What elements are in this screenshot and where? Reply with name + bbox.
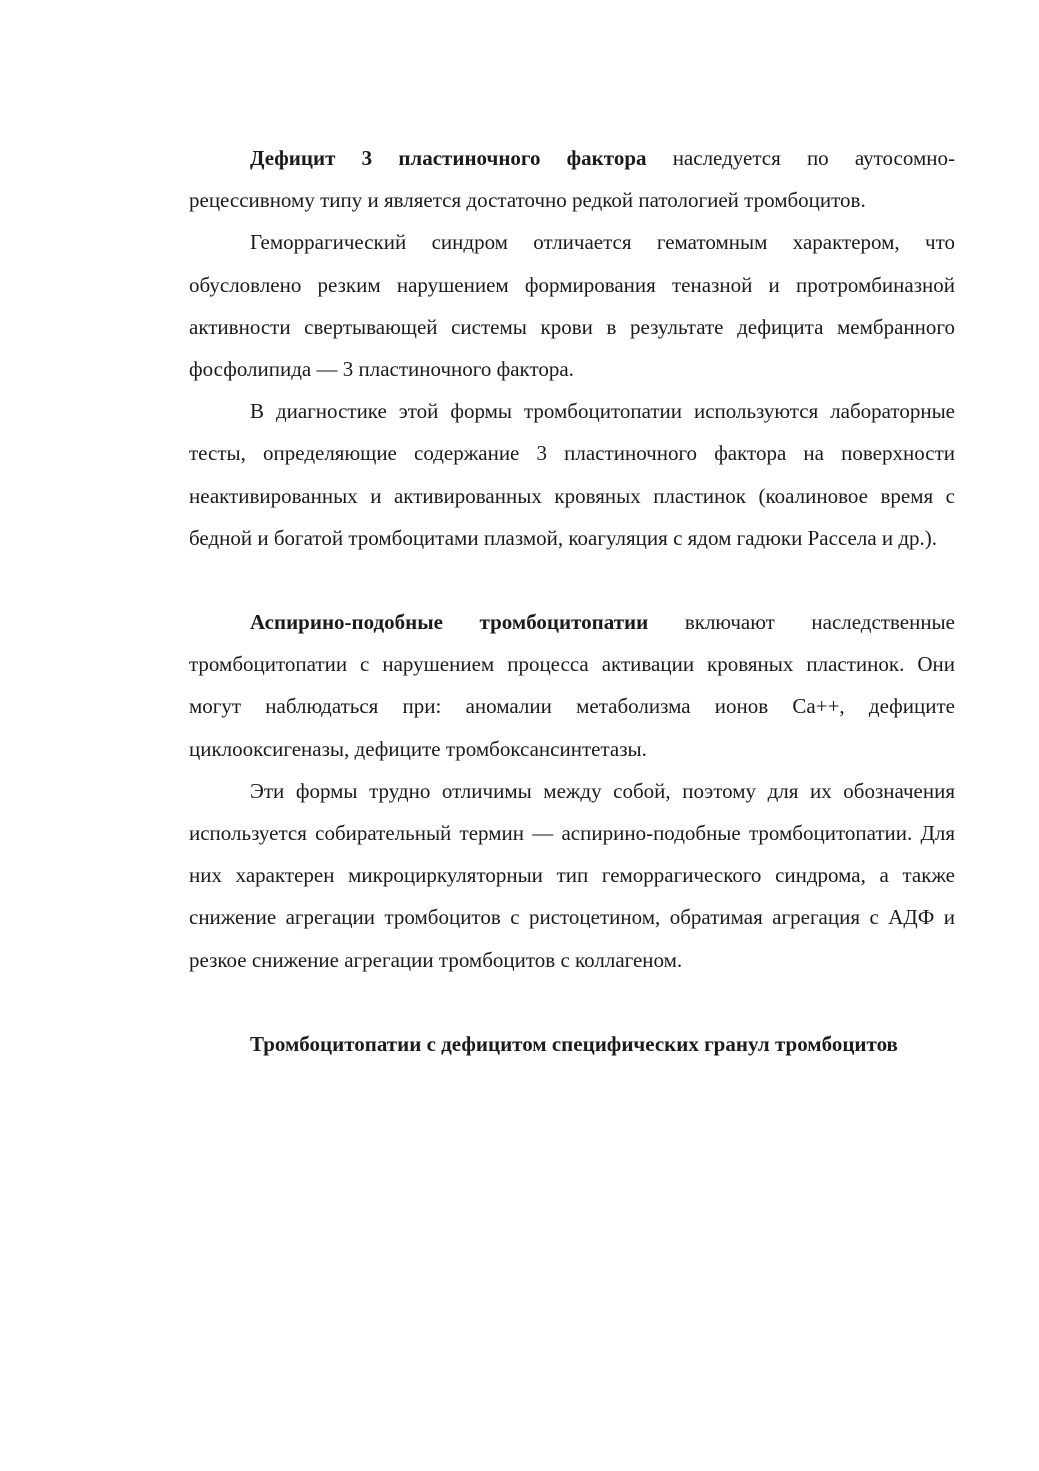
paragraph-aspirin-like-forms: [189, 770, 955, 981]
section-spacer: [189, 981, 955, 1023]
paragraph-hemorrhagic-syndrome: [189, 221, 955, 390]
paragraph-diagnostics: [189, 390, 955, 559]
paragraph-text: Геморрагический синдром отличается гематомным характером, что обусловлено резким нарушением формирования теназной и протромбиназной активности свертывающей системы крови в результате дефицита мембранного фосфолипида — 3 пластиночного фактора.: [189, 230, 955, 382]
term-aspirin-like-thrombocytopathies: Аспирино-подобные тромбоцитопатии: [250, 610, 649, 635]
paragraph-text: Эти формы трудно отличимы между собой, поэтому для их обозначения используется собирательный термин — аспирино-подобные тромбоцитопатии. Для них характерен микроциркуляторныи тип геморрагического синдрома, а также снижение агрегации тромбоцитов с ристоцетином, обратимая агрегация с АДФ и резкое снижение агрегации тромбоцитов с коллагеном.: [189, 778, 955, 972]
paragraph-text: наследуется по аутосомно-рецессивному типу и является достаточно редкой патологией тромбоцитов.: [189, 146, 955, 213]
heading-granule-deficiency: Тромбоцитопатии с дефицитом специфических гранул тромбоцитов: [250, 1031, 898, 1056]
section-spacer: [189, 559, 955, 601]
term-platelet-factor-3-deficiency: Дефицит 3 пластиночного фактора: [250, 146, 647, 170]
paragraph-text: включают наследственные тромбоцитопатии с нарушением процесса активации кровяных пластинок. Они могут наблюдаться при: аномалии метаболизма ионов Са++, дефиците циклооксигеназы, дефиците тромбоксансинтетазы.: [189, 610, 955, 761]
section-heading-granule-deficiency: [189, 1023, 955, 1065]
paragraph-platelet-factor-3-deficiency: [189, 137, 955, 221]
paragraph-text: В диагностике этой формы тромбоцитопатии используются лабораторные тесты, определяющие содержание 3 пластиночного фактора на поверхности неактивированных и активированных кровяных пластинок (коалиновое время с бедной и богатой тромбоцитами плазмой, коагуляция с ядом гадюки Рассела и др.).: [189, 399, 955, 550]
paragraph-aspirin-like: [189, 601, 955, 770]
document-page: [189, 137, 955, 1065]
